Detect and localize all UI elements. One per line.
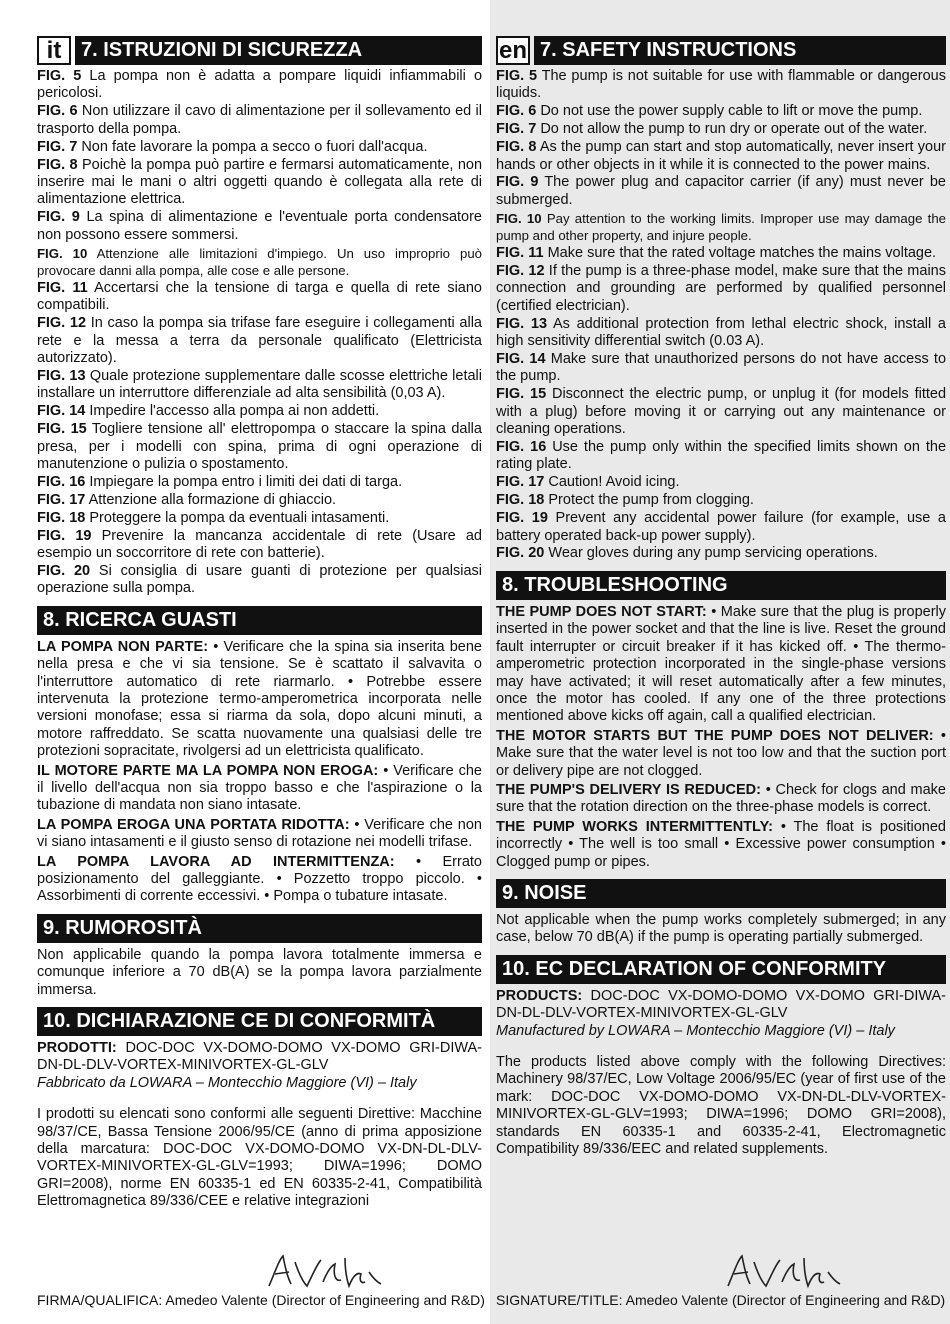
en-noise-text: Not applicable when the pump works completely submerged; in any case, below 70 dB(A) if the pump is operating partially submerged. bbox=[496, 911, 946, 946]
trouble-item bbox=[496, 728, 946, 780]
trouble-label: THE PUMP WORKS INTERMITTENTLY: bbox=[496, 818, 773, 835]
en-noise-title: 9. NOISE bbox=[496, 879, 946, 908]
trouble-label: LA POMPA LAVORA AD INTERMITTENZA: bbox=[37, 853, 395, 870]
trouble-item bbox=[37, 854, 482, 906]
fig-label: FIG. 8 bbox=[37, 156, 78, 173]
fig-label: FIG. 20 bbox=[37, 562, 91, 579]
it-manufacturer: Fabbricato da LOWARA – Montecchio Maggiore (VI) – Italy bbox=[37, 1074, 417, 1091]
it-ec-title: 10. DICHIARAZIONE CE DI CONFORMITÀ bbox=[37, 1007, 482, 1036]
safety-item bbox=[37, 68, 482, 103]
trouble-item bbox=[37, 639, 482, 761]
safety-item bbox=[496, 210, 946, 245]
fig-label: FIG. 11 bbox=[496, 245, 544, 262]
safety-item bbox=[37, 403, 482, 420]
en-manufacturer: Manufactured by LOWARA – Montecchio Maggiore (VI) – Italy bbox=[496, 1022, 895, 1039]
safety-item bbox=[37, 280, 482, 315]
en-safety-title: 7. SAFETY INSTRUCTIONS bbox=[534, 36, 946, 65]
trouble-label: LA POMPA NON PARTE: bbox=[37, 638, 209, 655]
fig-text: As additional protection from lethal electric shock, install a high sensitivity differential switch (0.03 A). bbox=[496, 315, 946, 350]
en-signature-line: SIGNATURE/TITLE: Amedeo Valente (Director of Engineering and R&D) bbox=[496, 1292, 946, 1308]
en-products-text: DOC-DOC VX-DOMO-DOMO VX-DOMO GRI-DIWA-DN-DL-DLV-VORTEX-MINIVORTEX-GL-GLV bbox=[496, 987, 947, 1022]
fig-label: FIG. 10 bbox=[37, 245, 88, 261]
safety-item bbox=[496, 474, 946, 491]
fig-text: The power plug and capacitor carrier (if any) must never be submerged. bbox=[496, 174, 946, 208]
it-products bbox=[37, 1040, 482, 1092]
fig-text: Poichè la pompa può partire e fermarsi automaticamente, non inserire mai le mani o altri oggetti quando è collegata alla rete di alimentazione elettrica. bbox=[37, 156, 483, 208]
fig-text: Non fate lavorare la pompa a secco o fuori dall'acqua. bbox=[81, 138, 428, 155]
fig-text: Protect the pump from clogging. bbox=[548, 492, 754, 509]
fig-label: FIG. 7 bbox=[496, 121, 537, 138]
fig-text: Quale protezione supplementare dalle scosse elettriche letali installare un interruttore differenziale ad alta sensibilità (0,03 A). bbox=[37, 367, 482, 402]
fig-text: Prevenire la mancanza accidentale di rete (Usare ad esempio un soccorritore di rete con batterie). bbox=[37, 527, 482, 561]
fig-label: FIG. 13 bbox=[496, 315, 548, 332]
safety-item bbox=[496, 139, 946, 174]
trouble-text: • Make sure that the water level is not too low and that the suction port or delivery pipe are not clogged. bbox=[496, 727, 946, 779]
it-signature-block bbox=[37, 1252, 486, 1308]
fig-label: FIG. 15 bbox=[37, 421, 87, 438]
safety-item bbox=[37, 139, 482, 156]
safety-item bbox=[496, 439, 946, 474]
trouble-text: • Errato posizionamento del galleggiante. • Pozzetto troppo piccolo. • Assorbimenti di corrente eccessivi. • Pompa o tubature intasate. bbox=[37, 853, 482, 905]
fig-text: Impedire l'accesso alla pompa ai non addetti. bbox=[89, 403, 380, 420]
fig-label: FIG. 14 bbox=[496, 351, 546, 367]
trouble-label: THE MOTOR STARTS BUT THE PUMP DOES NOT DELIVER: bbox=[496, 727, 934, 744]
fig-label: FIG. 16 bbox=[37, 473, 86, 490]
trouble-text: • Verificare che non vi siano intasamenti e il giusto senso di rotazione nei modelli trifase. bbox=[37, 816, 482, 851]
trouble-label: THE PUMP DOES NOT START: bbox=[496, 603, 707, 620]
trouble-item bbox=[496, 782, 946, 817]
safety-item bbox=[496, 174, 946, 209]
fig-text: Do not allow the pump to run dry or operate out of the water. bbox=[540, 121, 928, 138]
fig-text: Caution! Avoid icing. bbox=[548, 474, 680, 491]
trouble-text: • Verificare che la spina sia inserita bene nella presa e che vi sia tensione. Se è scattato il salvavita o l'interruttore automatico di rete riarmarlo. • Potrebbe essere intervenuta la protezione termo-amperometrica incorporata nelle versioni monofase; essa si riarma da sola, dopo alcuni minuti, a motore raffreddato. Se scatta nuovamente una qualsiasi delle tre protezioni sopracitate, rivolgersi ad un elettricista qualificato. bbox=[37, 638, 482, 760]
fig-label: FIG. 6 bbox=[496, 103, 537, 120]
safety-item bbox=[37, 492, 482, 509]
fig-text: Make sure that unauthorized persons do not have access to the pump. bbox=[496, 351, 947, 385]
fig-label: FIG. 14 bbox=[37, 403, 86, 420]
safety-item bbox=[496, 351, 946, 386]
fig-text: Attenzione alle limitazioni d'impiego. Un uso improprio può provocare danni alla pompa, alle cose e alle persone. bbox=[37, 245, 482, 278]
fig-text: As the pump can start and stop automatically, never insert your hands or other objects in it while it is connected to the power mains. bbox=[496, 139, 946, 173]
lang-tag-it: it bbox=[37, 36, 71, 65]
safety-item bbox=[37, 368, 482, 403]
fig-label: FIG. 11 bbox=[37, 279, 88, 296]
fig-label: FIG. 19 bbox=[496, 510, 548, 527]
safety-item bbox=[37, 421, 482, 473]
fig-text: La pompa non è adatta a pompare liquidi infiammabili o pericolosi. bbox=[37, 68, 483, 102]
it-safety-heading-row bbox=[37, 36, 482, 65]
en-trouble-title: 8. TROUBLESHOOTING bbox=[496, 571, 946, 600]
en-products bbox=[496, 988, 946, 1040]
safety-item bbox=[496, 386, 946, 438]
fig-text: Si consiglia di usare guanti di protezione per qualsiasi operazione sulla pompa. bbox=[37, 562, 483, 597]
fig-text: Prevent any accidental power failure (for example, use a battery operated back-up power supply). bbox=[496, 510, 946, 544]
trouble-label: IL MOTORE PARTE MA LA POMPA NON EROGA: bbox=[37, 762, 379, 779]
trouble-text: • Verificare che il livello dell'acqua non sia troppo basso e che l'aspirazione o la tubazione di mandata non siano intasate. bbox=[37, 762, 482, 814]
safety-item bbox=[37, 563, 482, 598]
it-trouble-list bbox=[37, 639, 482, 906]
safety-item bbox=[496, 68, 946, 103]
safety-item bbox=[37, 528, 482, 563]
en-signature-block bbox=[496, 1252, 946, 1308]
safety-item bbox=[37, 510, 482, 527]
fig-label: FIG. 18 bbox=[496, 492, 545, 509]
fig-text: Use the pump only within the specified limits shown on the rating plate. bbox=[496, 439, 947, 473]
safety-item bbox=[37, 315, 482, 367]
fig-text: If the pump is a three-phase model, make sure that the mains connection and grounding are performed by qualified personnel (certified electrician). bbox=[496, 262, 946, 314]
trouble-text: • The float is positioned incorrectly • The well is too small • Excessive power consumption • Clogged pump or pipes. bbox=[496, 818, 946, 870]
safety-item bbox=[496, 510, 946, 545]
fig-label: FIG. 12 bbox=[496, 262, 545, 279]
fig-label: FIG. 16 bbox=[496, 439, 547, 456]
it-products-text: DOC-DOC VX-DOMO-DOMO VX-DOMO GRI-DIWA-DN-DL-DLV-VORTEX-MINIVORTEX-GL-GLV bbox=[37, 1040, 482, 1074]
en-safety-list bbox=[496, 68, 946, 563]
fig-text: Non utilizzare il cavo di alimentazione per il sollevamento ed il trasporto della pompa. bbox=[37, 103, 482, 137]
trouble-label: THE PUMP'S DELIVERY IS REDUCED: bbox=[496, 781, 761, 798]
safety-item bbox=[496, 103, 946, 120]
it-noise-title: 9. RUMOROSITÀ bbox=[37, 914, 482, 943]
fig-label: FIG. 19 bbox=[37, 527, 92, 544]
fig-label: FIG. 13 bbox=[37, 367, 86, 384]
it-trouble-title: 8. RICERCA GUASTI bbox=[37, 606, 482, 635]
handwritten-signature-icon bbox=[724, 1252, 844, 1292]
fig-text: Make sure that the rated voltage matches the mains voltage. bbox=[547, 245, 937, 262]
fig-text: Do not use the power supply cable to lift or move the pump. bbox=[540, 103, 923, 120]
fig-label: FIG. 5 bbox=[37, 68, 82, 84]
fig-text: Disconnect the electric pump, or unplug it (for models fitted with a plug) before moving it or carrying out any maintenance or cleaning operations. bbox=[496, 386, 947, 438]
en-conformity-text: The products listed above comply with the following Directives: Machinery 98/37/EC, Low Voltage 2006/95/EC (year of first use of the mark: DOC-DOC VX-DOMO-DOMO VX-DN-DL-DLV-VORTEX-MINIVORTEX-GL-GLV=1993; DIWA=1996; DOMO GRI=2008), standards EN 60335-1 and 60335-2-41, Electromagnetic Compatibility 89/336/EEC and related supplements. bbox=[496, 1054, 946, 1158]
fig-label: FIG. 15 bbox=[496, 386, 547, 403]
fig-text: La spina di alimentazione e l'eventuale porta condensatore non possono essere sommersi. bbox=[37, 209, 482, 243]
fig-label: FIG. 7 bbox=[37, 138, 78, 155]
lang-tag-en: en bbox=[496, 36, 530, 65]
fig-label: FIG. 6 bbox=[37, 103, 78, 120]
en-ec-title: 10. EC DECLARATION OF CONFORMITY bbox=[496, 955, 946, 984]
fig-text: Pay attention to the working limits. Improper use may damage the pump and other property, and injure people. bbox=[496, 210, 946, 244]
it-conformity-text: I prodotti su elencati sono conformi alle seguenti Direttive: Macchine 98/37/CE, Bassa Tensione 2006/95/CE (anno di prima apposizione della marcatura: DOC-DOC VX-DOMO-DOMO VX-DN-DL-DLV-VORTEX-MINIVORTEX-GL-GLV=1993; DIWA=1996; DOMO GRI=2008), norme EN 60335-1 ed EN 60335-2-41, Compatibilità Elettromagnetica 89/336/CEE e relative integrazioni bbox=[37, 1106, 482, 1210]
trouble-item bbox=[37, 817, 482, 852]
safety-item bbox=[37, 157, 482, 209]
fig-text: In caso la pompa sia trifase fare eseguire i collegamenti alla rete e la messa a terra da personale qualificato (Elettricista autorizzato). bbox=[37, 315, 482, 366]
safety-item bbox=[37, 103, 482, 138]
safety-item bbox=[496, 121, 946, 138]
en-safety-heading-row bbox=[496, 36, 946, 65]
handwritten-signature-icon bbox=[265, 1252, 385, 1292]
fig-text: Impiegare la pompa entro i limiti dei dati di targa. bbox=[89, 473, 403, 490]
en-trouble-list bbox=[496, 604, 946, 871]
safety-item bbox=[37, 474, 482, 491]
fig-label: FIG. 8 bbox=[496, 139, 537, 156]
fig-text: Attenzione alla formazione di ghiaccio. bbox=[88, 491, 337, 508]
trouble-item bbox=[37, 763, 482, 815]
fig-label: FIG. 5 bbox=[496, 68, 538, 84]
safety-item bbox=[37, 245, 482, 280]
trouble-item bbox=[496, 604, 946, 726]
fig-text: Wear gloves during any pump servicing operations. bbox=[548, 545, 878, 562]
trouble-text: • Make sure that the plug is properly inserted in the power socket and that the line is live. Reset the ground fault interrupter or circuit breaker if it has kicked off. • The thermo-amperometric protection incorporated in the single-phase versions may have activated; it will reset automatically after a few minutes, once the motor has cooled. If any one of the three protections mentioned above kicks off again, call a qualified electrician. bbox=[496, 603, 947, 725]
en-products-label: PRODUCTS: bbox=[496, 987, 583, 1004]
fig-label: FIG. 20 bbox=[496, 545, 545, 562]
fig-label: FIG. 17 bbox=[496, 474, 545, 491]
fig-label: FIG. 9 bbox=[496, 174, 539, 191]
fig-label: FIG. 10 bbox=[496, 210, 542, 226]
fig-text: Togliere tensione all' elettropompa o staccare la spina dalla presa, per i modelli con spina, prima di ogni operazione di manutenzione o pulizia o spostamento. bbox=[37, 421, 482, 472]
safety-item bbox=[37, 209, 482, 244]
safety-item bbox=[496, 316, 946, 351]
fig-label: FIG. 9 bbox=[37, 209, 80, 226]
fig-label: FIG. 17 bbox=[37, 491, 86, 508]
it-safety-list bbox=[37, 68, 482, 598]
trouble-text: • Check for clogs and make sure that the rotation direction on the three-phase models is correct. bbox=[496, 781, 946, 816]
it-signature-line: FIRMA/QUALIFICA: Amedeo Valente (Director of Engineering and R&D) bbox=[37, 1292, 485, 1308]
fig-label: FIG. 18 bbox=[37, 509, 86, 526]
fig-text: The pump is not suitable for use with flammable or dangerous liquids. bbox=[496, 68, 946, 102]
safety-item bbox=[496, 492, 946, 509]
it-products-label: PRODOTTI: bbox=[37, 1040, 117, 1056]
safety-item bbox=[496, 245, 946, 262]
fig-text: Proteggere la pompa da eventuali intasamenti. bbox=[89, 509, 390, 526]
safety-item bbox=[496, 263, 946, 315]
fig-text: Accertarsi che la tensione di targa e quella di rete siano compatibili. bbox=[37, 279, 482, 314]
trouble-label: LA POMPA EROGA UNA PORTATA RIDOTTA: bbox=[37, 816, 350, 833]
it-safety-title: 7. ISTRUZIONI DI SICUREZZA bbox=[75, 36, 482, 65]
trouble-item bbox=[496, 819, 946, 871]
it-noise-text: Non applicabile quando la pompa lavora totalmente immersa e comunque inferiore a 70 dB(A) se la pompa lavora parzialmente immersa. bbox=[37, 946, 482, 998]
english-column bbox=[490, 0, 950, 1324]
fig-label: FIG. 12 bbox=[37, 315, 87, 332]
safety-item bbox=[496, 545, 946, 562]
